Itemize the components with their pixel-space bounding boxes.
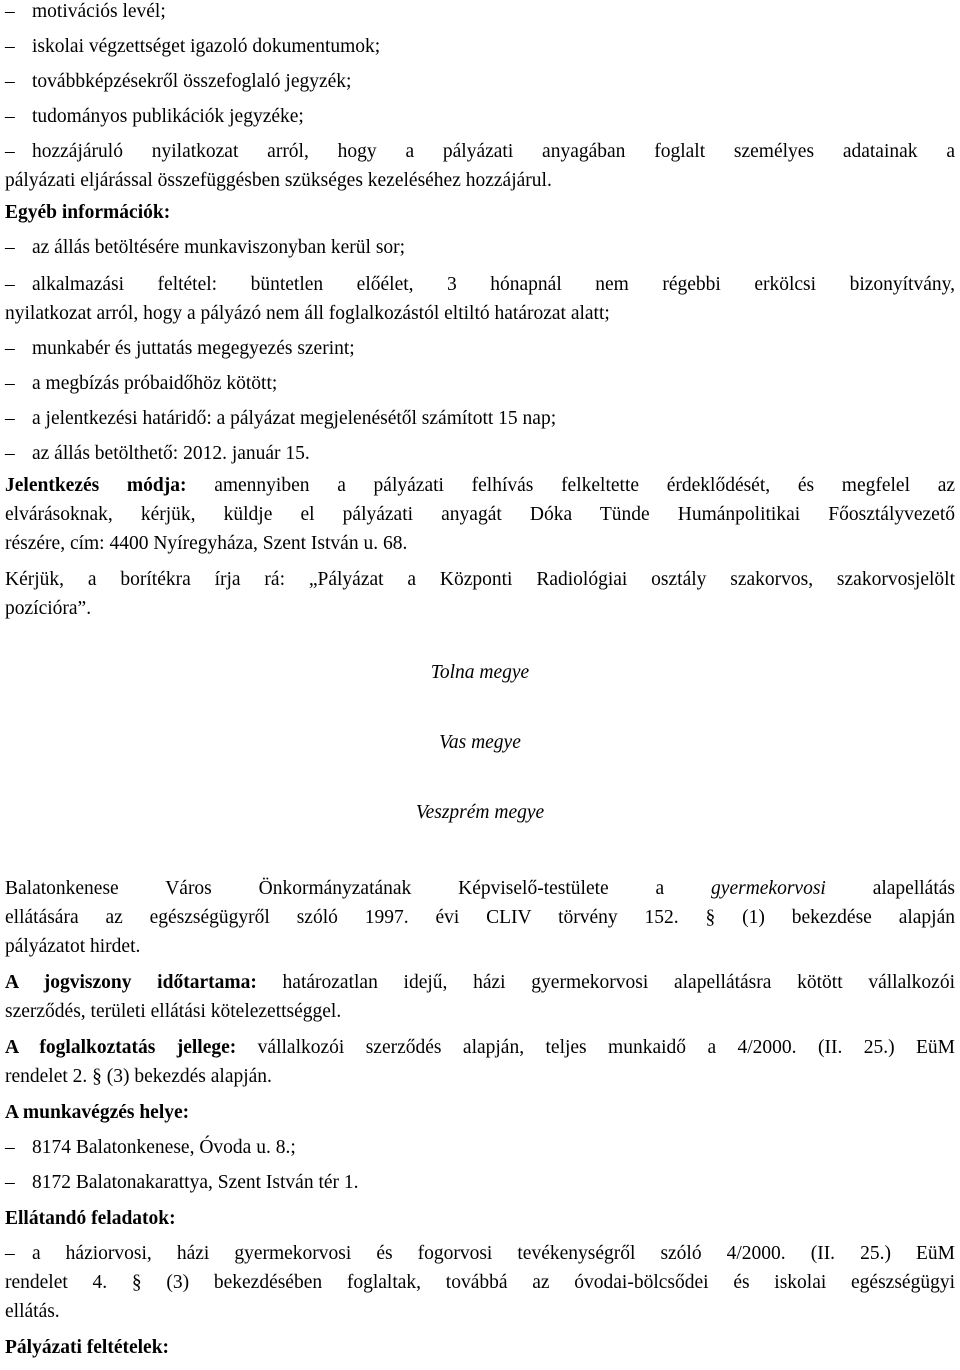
intro-text-b: alapellátás [825,878,955,899]
other-info-heading [5,198,955,227]
list-item-text: munkabér és juttatás megegyezés szerint; [32,338,355,359]
list-item [5,233,955,262]
list-item [5,334,955,363]
conditions-label: Pályázati feltételek: [5,1337,170,1358]
consent-text-1: hozzájáruló nyilatkozat arról, hogy a pályázati anyagában foglalt személyes adatainak a [32,141,955,162]
list-item-text: a megbízás próbaidőhöz kötött; [32,373,278,394]
employment-label: A foglalkoztatás jellege: [5,1037,237,1058]
list-item [5,1168,955,1197]
tasks-heading [5,1204,955,1233]
dash-bullet: – [5,1137,15,1158]
workplace-label: A munkavégzés helye: [5,1102,190,1123]
envelope-line-2: pozícióra”. [5,598,92,619]
application-text-1: amennyiben a pályázati felhívás felkeltette érdeklődését, és megfelel az [186,475,956,496]
duration-text: határozatlan idejű, házi gyermekorvosi alapellátásra kötött vállalkozói [256,972,955,993]
list-item-text: 8172 Balatonakarattya, Szent István tér 1. [32,1172,359,1193]
employment-text: vállalkozói szerződés alapján, teljes munkaidő a 4/2000. (II. 25.) EüM [236,1037,955,1058]
dash-bullet: – [5,141,15,162]
consent-line-2: pályázati eljárással összefüggésben szükséges kezeléséhez hozzájárul. [5,170,552,191]
other-info-section [5,198,955,468]
dash-bullet: – [5,338,15,359]
list-item-text: tudományos publikációk jegyzéke; [32,106,304,127]
dash-bullet: – [5,237,15,258]
duration-line-2: szerződés, területi ellátási kötelezettséggel. [5,1001,342,1022]
application-label: Jelentkezés módja: [5,475,187,496]
list-item [5,102,955,131]
list-item-text: iskolai végzettséget igazoló dokumentumok; [32,36,381,57]
dash-bullet: – [5,1172,15,1193]
list-item-text: 8174 Balatonkenese, Óvoda u. 8.; [32,1137,296,1158]
intro-line-1 [5,874,955,903]
condition-line-1 [5,270,955,299]
dash-bullet: – [5,274,15,295]
envelope-line-1: Kérjük, a borítékra írja rá: „Pályázat a Központi Radiológiai osztály szakorvos, szakorvosjelölt [5,569,955,590]
county-heading-tolna: Tolna megye [430,662,530,683]
workplace-heading [5,1098,955,1127]
tasks-line-2: rendelet 4. § (3) bekezdésében foglaltak, továbbá az óvodai-bölcsődei és iskolai egészségügyi [5,1272,955,1293]
dash-bullet: – [5,1,15,22]
tasks-label: Ellátandó feladatok: [5,1208,176,1229]
intro-line-2: ellátására az egészségügyről szóló 1997. évi CLIV törvény 152. § (1) bekezdése alapján [5,907,955,928]
conditions-heading [5,1333,955,1362]
list-item [5,67,955,96]
list-item [5,137,955,195]
application-line-3: részére, cím: 4400 Nyíregyháza, Szent István u. 68. [5,533,408,554]
application-line-2: elvárásoknak, kérjük, küldje el pályázati anyagát Dóka Tünde Humánpolitikai Főosztályvezető [5,504,955,525]
dash-bullet: – [5,1243,15,1264]
list-item [5,369,955,398]
intro-italic: gyermekorvosi [711,878,826,899]
dash-bullet: – [5,36,15,57]
application-line-1 [5,471,955,500]
consent-line-1 [5,137,955,166]
list-item [5,0,955,26]
list-item [5,404,955,433]
list-item-text: az állás betöltésére munkaviszonyban kerül sor; [32,237,406,258]
application-section [5,471,955,623]
dash-bullet: – [5,408,15,429]
list-item-text: a jelentkezési határidő: a pályázat megjelenésétől számított 15 nap; [32,408,557,429]
condition-text-1: alkalmazási feltétel: büntetlen előélet, 3 hónapnál nem régebbi erkölcsi bizonyítvány, [32,274,955,295]
list-item [5,1133,955,1162]
list-item-text: továbbképzésekről összefoglaló jegyzék; [32,71,352,92]
requirements-list [5,0,955,195]
dash-bullet: – [5,106,15,127]
dash-bullet: – [5,71,15,92]
list-item [5,32,955,61]
list-item [5,270,955,328]
document-page [5,0,955,1362]
duration-line-1 [5,968,955,997]
county-heading-vas: Vas megye [439,732,521,753]
tasks-text-1: a háziorvosi, házi gyermekorvosi és fogorvosi tevékenységről szóló 4/2000. (II. 25.) EüM [32,1243,955,1264]
county-heading-veszprem: Veszprém megye [415,802,545,823]
balatonkenese-section [5,874,955,1362]
employment-line-2: rendelet 2. § (3) bekezdés alapján. [5,1066,272,1087]
list-item-text: az állás betölthető: 2012. január 15. [32,443,310,464]
list-item-text: motivációs levél; [32,1,166,22]
list-item [5,439,955,468]
condition-line-2: nyilatkozat arról, hogy a pályázó nem áll foglalkozástól eltiltó határozat alatt; [5,303,610,324]
dash-bullet: – [5,373,15,394]
duration-label: A jogviszony időtartama: [5,972,257,993]
dash-bullet: – [5,443,15,464]
tasks-line-3: ellátás. [5,1301,60,1322]
intro-line-3: pályázatot hirdet. [5,936,141,957]
intro-text-a: Balatonkenese Város Önkormányzatának Képviselő-testülete a [5,878,712,899]
tasks-line-1 [5,1239,955,1268]
employment-line-1 [5,1033,955,1062]
section-heading: Egyéb információk: [5,202,171,223]
